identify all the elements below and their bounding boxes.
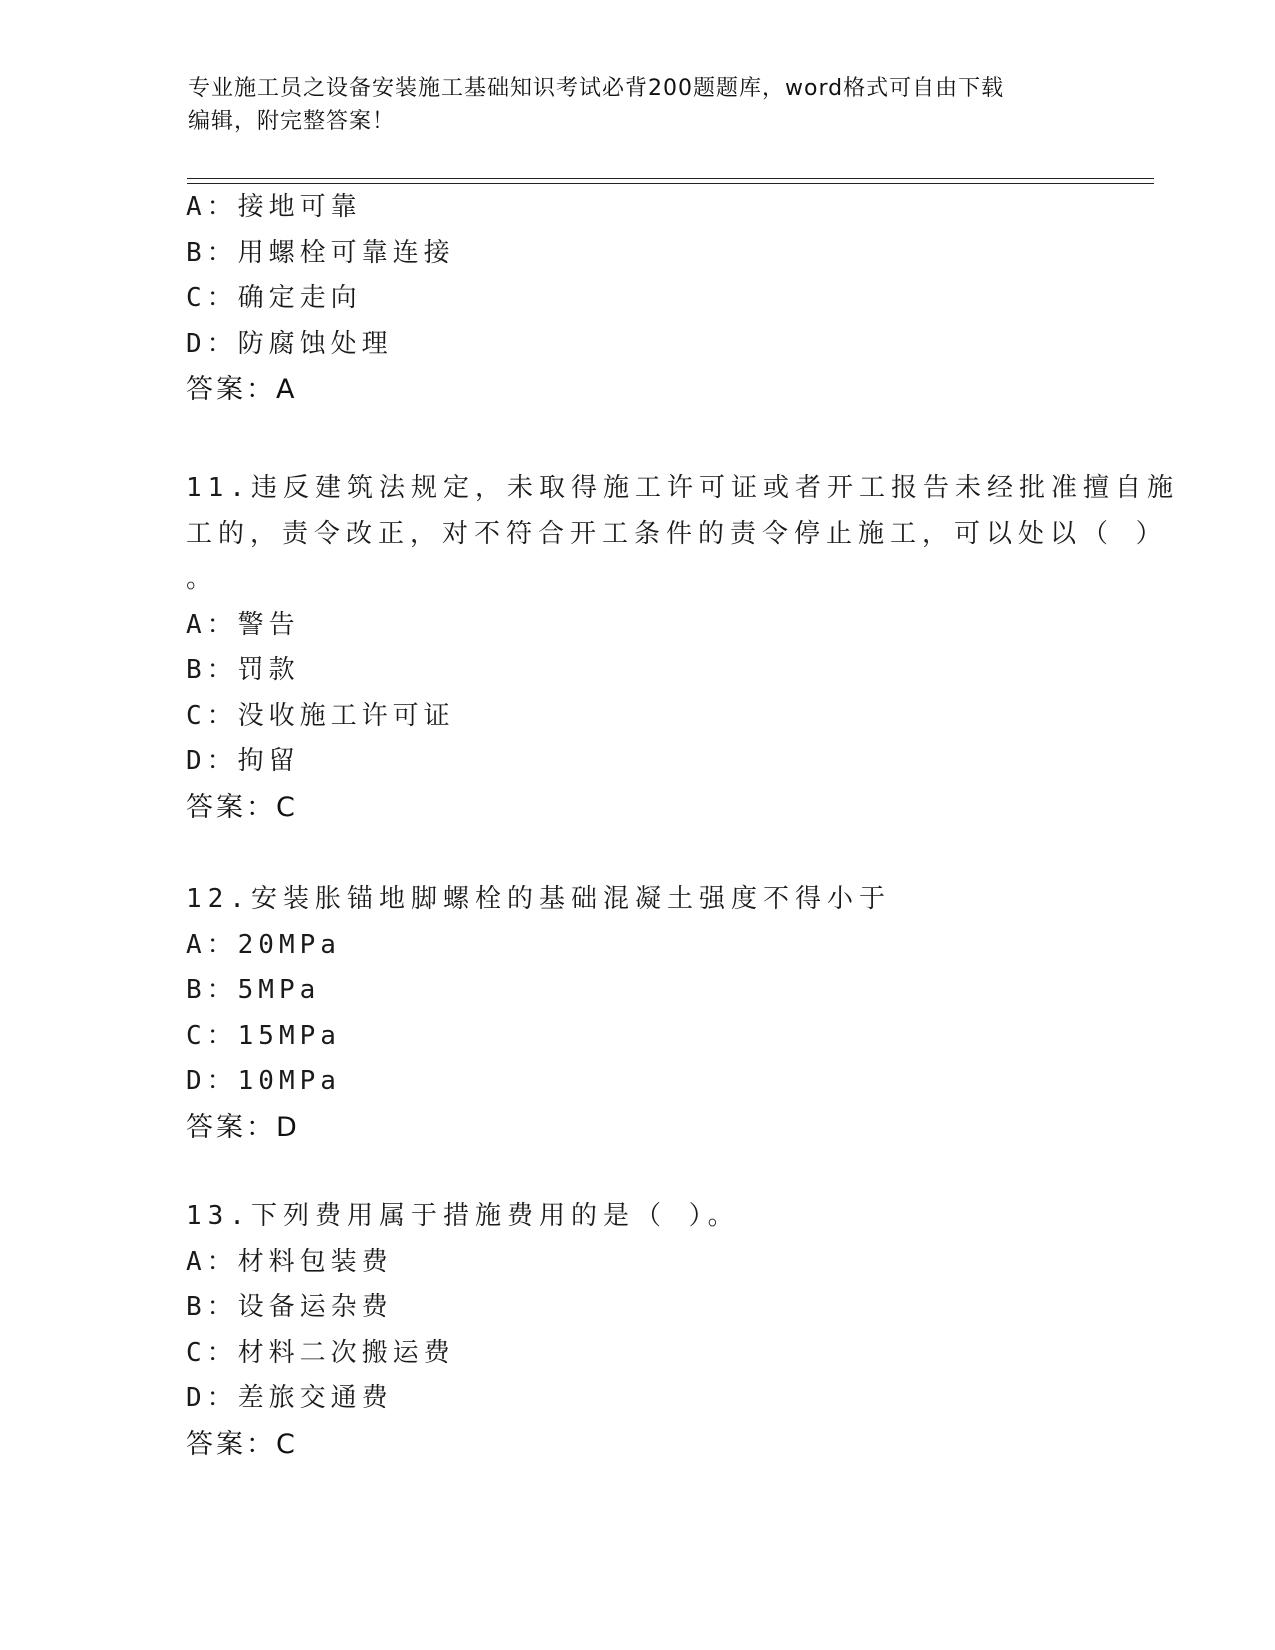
header-line-2: 编辑，附完整答案！ [188,109,396,134]
answer: 答案：C [186,791,298,823]
question-11 [186,466,1179,830]
option-a: A：警告 [186,609,300,640]
question-10 [186,185,1086,413]
answer: 答案：A [186,374,298,405]
question-stem-line-1: 12.安装胀锚地脚螺栓的基础混凝土强度不得小于 [186,884,891,914]
option-a: A：接地可靠 [186,192,362,222]
option-b: B：用螺栓可靠连接 [186,237,455,268]
question-stem-line-1: 11.违反建筑法规定，未取得施工许可证或者开工报告未经批准擅自施 [186,473,1179,503]
option-d: D：10MPa [186,1066,341,1096]
question-12 [186,877,1086,1150]
header-divider-top [187,178,1154,179]
option-c: C：材料二次搬运费 [186,1337,455,1368]
header-line-1: 专业施工员之设备安装施工基础知识考试必背200题题库，word格式可自由下载 [188,76,1005,101]
option-d: D：拘留 [186,746,300,776]
option-b: B：罚款 [186,655,300,685]
answer: 答案：D [186,1111,300,1143]
question-13 [186,1194,1086,1467]
document-header [188,72,1088,138]
option-d: D：差旅交通费 [186,1383,393,1413]
option-a: A：材料包装费 [186,1246,393,1277]
option-c: C：没收施工许可证 [186,700,455,731]
question-stem-line-3: 。 [186,564,219,594]
answer: 答案：C [186,1428,298,1460]
option-a: A：20MPa [186,929,341,960]
question-stem-line-1: 13.下列费用属于措施费用的是（ ）。 [186,1201,740,1231]
option-b: B：设备运杂费 [186,1292,393,1322]
option-c: C：15MPa [186,1020,341,1051]
header-divider-bottom [187,183,1154,184]
option-c: C：确定走向 [186,283,362,313]
option-b: B：5MPa [186,975,321,1005]
option-d: D：防腐蚀处理 [186,328,393,359]
question-stem-line-2: 工的，责令改正，对不符合开工条件的责令停止施工，可以处以（ ） [186,518,1168,549]
